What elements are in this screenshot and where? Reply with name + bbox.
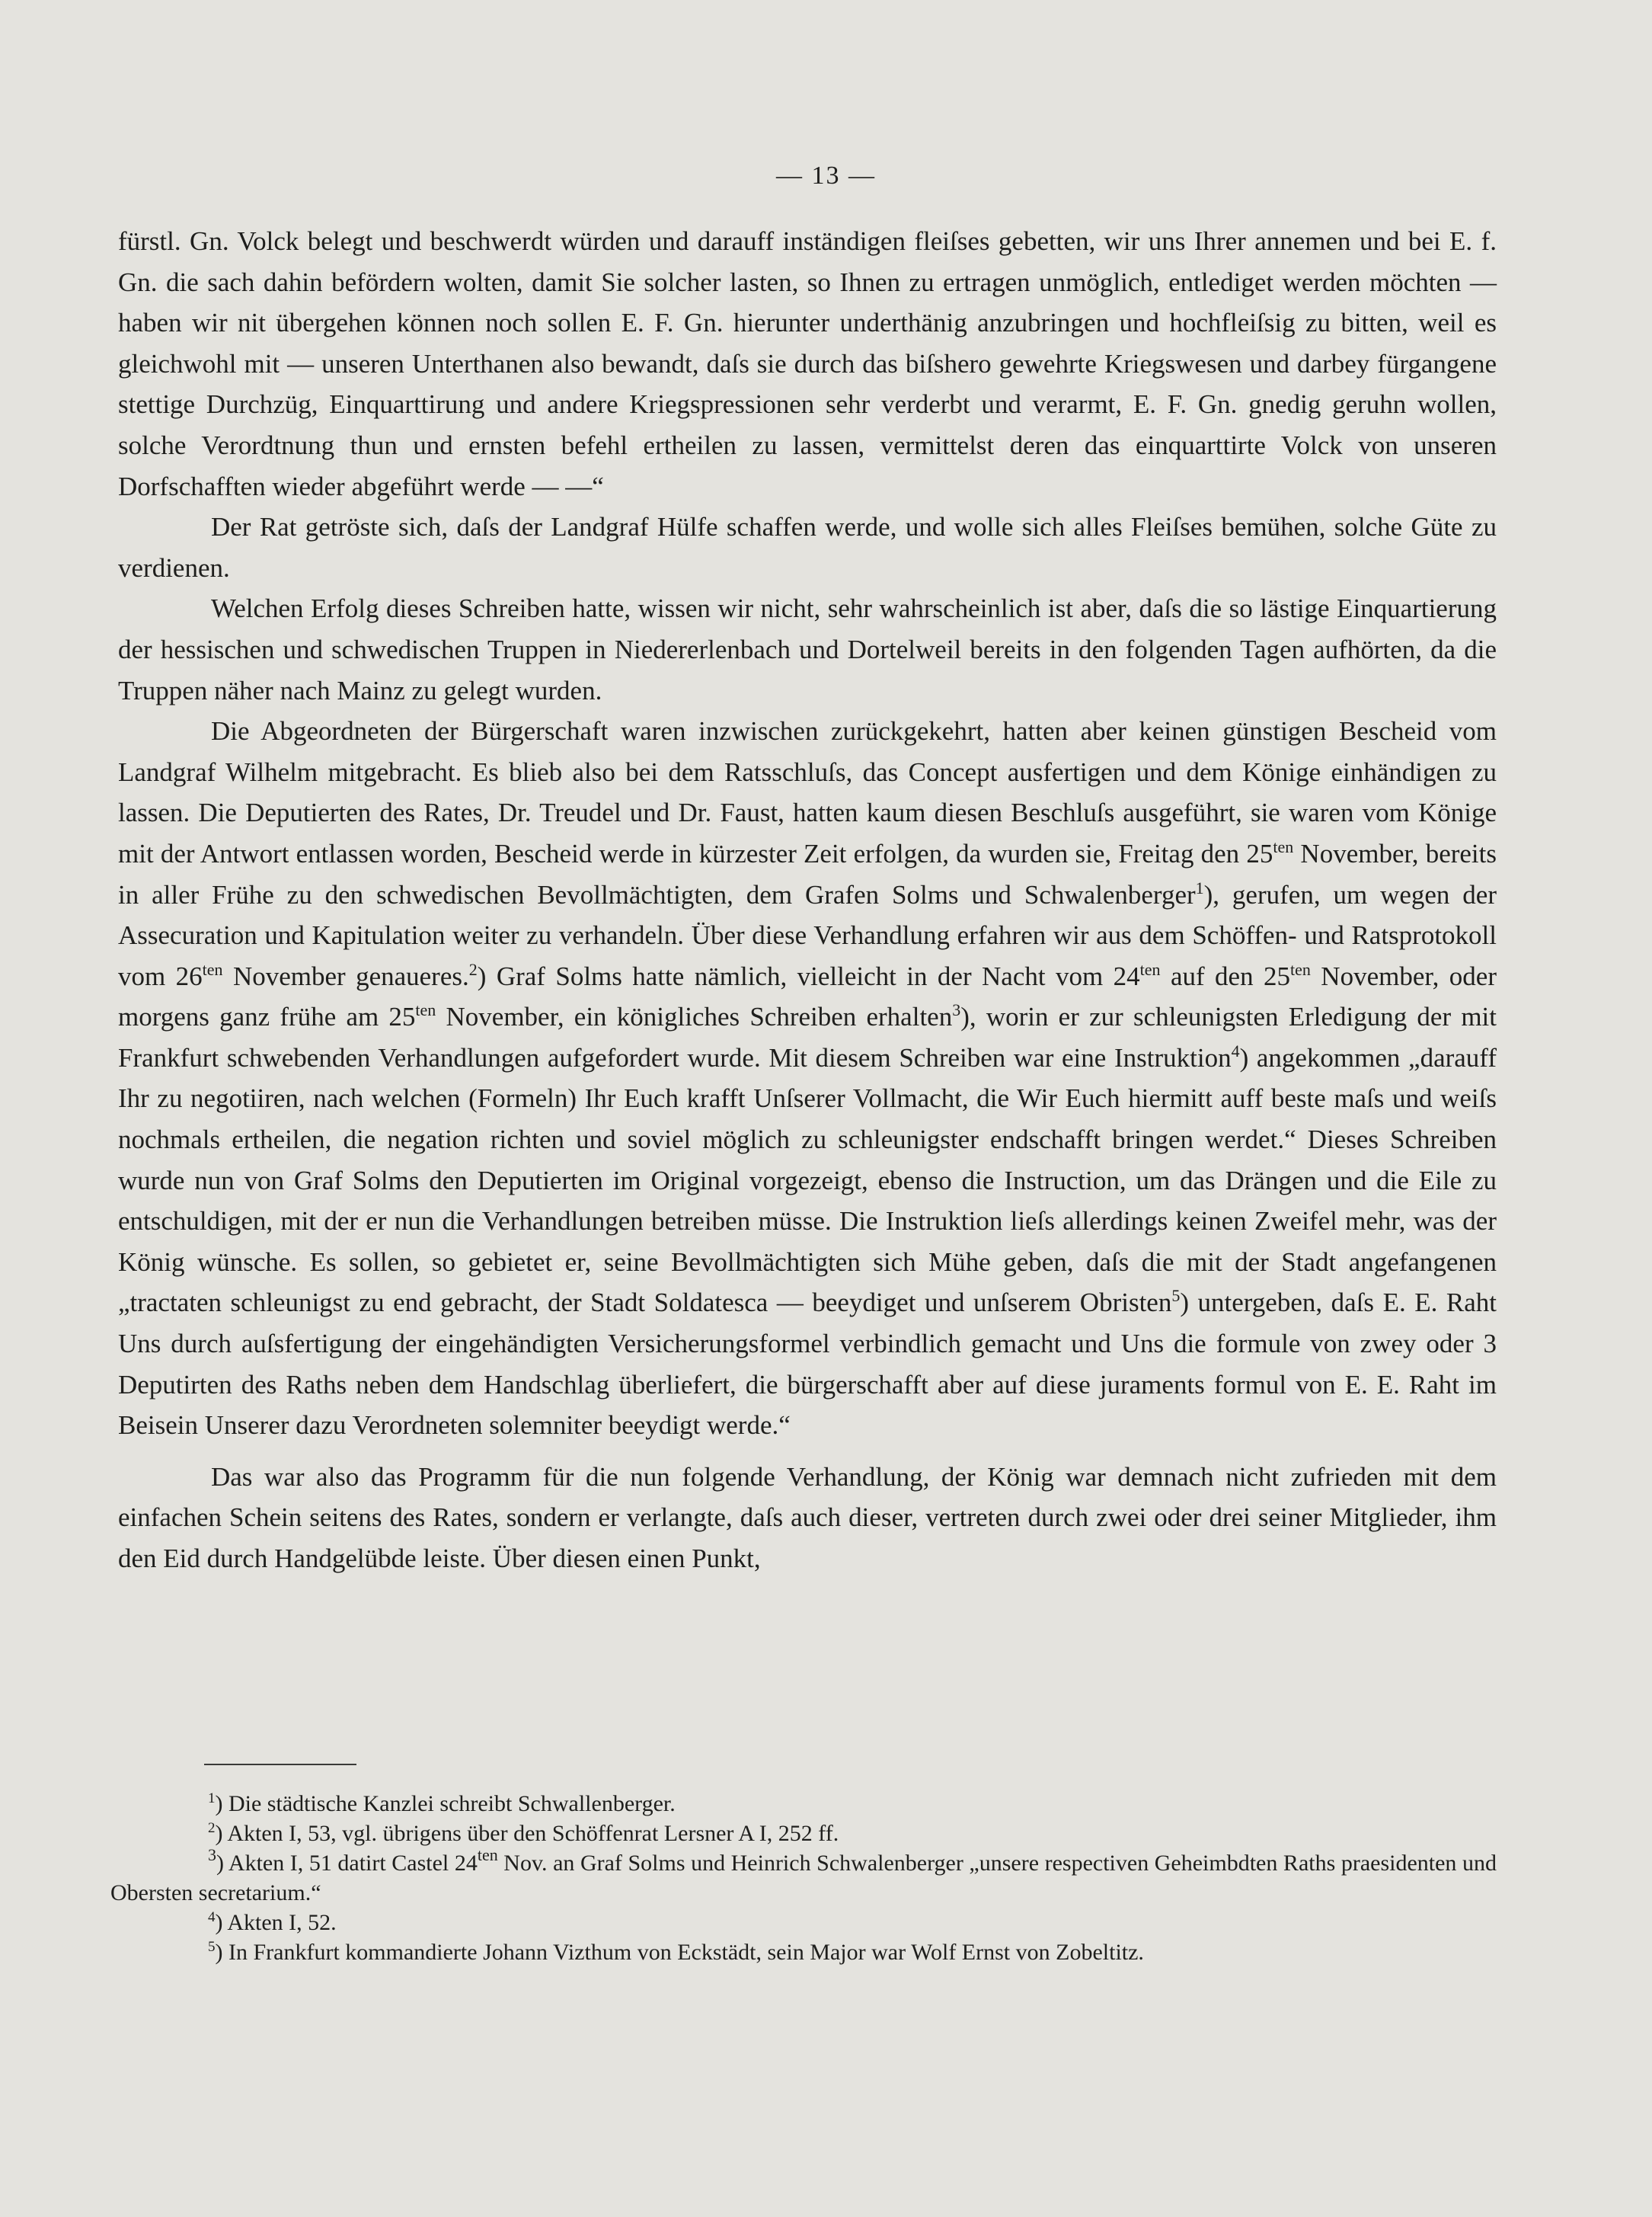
footnote-2	[110, 1819, 1497, 1848]
text-run: November, bereits in aller Frühe zu den schwedischen Bevollmächtigten, dem Grafen Solms und Schwalenberger	[118, 838, 1497, 910]
footnote-ref-3: 3	[952, 1000, 961, 1020]
footnote-mark: 1	[208, 1790, 216, 1806]
footnote-text: ) Akten I, 53, vgl. übrigens über den Schöffenrat Lersner A I, 252 ff.	[215, 1821, 839, 1846]
footnote-4	[110, 1908, 1497, 1937]
footnote-text: ) In Frankfurt kommandierte Johann Vizthum von Eckstädt, sein Major war Wolf Ernst von Zobeltitz.	[215, 1940, 1144, 1965]
superscript-ten: ten	[415, 1000, 436, 1020]
footnote-text: ) Akten I, 52.	[215, 1910, 337, 1935]
footnote-ref-5: 5	[1171, 1286, 1181, 1306]
footnote-1	[110, 1789, 1497, 1819]
footnote-text: Nov. an Graf Solms und Heinrich Schwalenberger „unsere respectiven Geheimbdten Raths praesidenten und Obersten secretarium.“	[110, 1851, 1497, 1905]
text-run: November, ein königliches Schreiben erhalten	[436, 1002, 953, 1032]
footnotes	[110, 1789, 1497, 1967]
paragraph-abgeordneten	[118, 711, 1497, 1446]
paragraph-rat: Der Rat getröste sich, daſs der Landgraf Hülfe schaffen werde, und wolle sich alles Fleiſses bemühen, solche Güte zu verdienen.	[118, 512, 1497, 583]
footnote-3	[110, 1845, 1497, 1908]
superscript-ten: ten	[1139, 959, 1161, 979]
superscript-ten: ten	[1290, 959, 1311, 979]
footnote-mark: 3	[208, 1845, 216, 1864]
text-run: ) untergeben, daſs E. E. Raht Uns durch auſsfertigung der eingehändigten Versicherungsformel verbindlich gemacht und Uns die formule von zwey oder 3 Deputirten des Raths neben dem Handschlag überliefert, die bürgerschafft aber auf diese juraments formul von E. E. Raht im Beisein Unserer dazu Verordneten solemniter beeydigt werde.“	[118, 1288, 1497, 1441]
text-run: auf den 25	[1160, 961, 1290, 991]
text-run: ) angekommen „darauff Ihr zu negotiiren, nach welchen (Formeln) Ihr Euch krafft Unſserer Vollmacht, die Wir Euch hiermitt auff beste maſs und weiſs nochmals ertheilen, die negation richten und soviel möglich zu schleunigster endschafft bringen werdet.“ Dieses Schreiben wurde nun von Graf Solms den Deputierten im Original vorgezeigt, ebenso die Instruction, um das Drängen und die Eile zu entschuldigen, mit der er nun die Verhandlungen betreiben müsse. Die Instruktion lieſs allerdings keinen Zweifel mehr, was der König wünsche. Es sollen, so gebietet er, seine Bevollmächtigten sich Mühe geben, daſs die mit der Stadt angefangenen „tractaten schleunigst zu end gebracht, der Stadt Soldatesca — beeydiget und unſserem Obristen	[118, 1042, 1497, 1318]
paragraph-letter-quote: fürstl. Gn. Volck belegt und beschwerdt würden und darauff inständigen fleiſses gebetten, wir uns Ihrer annemen und bei E. f. Gn. die sach dahin befördern wolten, damit Sie solcher lasten, so Ihnen zu ertragen unmöglich, entlediget werden möchten — haben wir nit übergehen können noch sollen E. F. Gn. hierunter underthänig anzubringen und hochfleiſsig zu bitten, weil es gleichwohl mit — unseren Unterthanen also bewandt, daſs sie durch das biſshero gewehrte Kriegswesen und darbey fürgangene stettige Durchzüg, Einquarttirung und andere Kriegspressionen sehr verderbt und verarmt, E. F. Gn. gnedig geruhn wollen, solche Verordtnung thun und ernsten befehl ertheilen zu lassen, vermittelst deren das einquarttirte Volck von unseren Dorfschafften wieder abgeführt werde — —“	[118, 226, 1497, 501]
text-run: ), gerufen, um wegen der Assecuration und Kapitulation weiter zu verhandeln. Über diese Verhandlung erfahren wir aus dem Schöffen- und Ratsprotokoll vom 26	[118, 879, 1497, 991]
text-run: November, oder morgens ganz frühe am 25	[118, 961, 1497, 1032]
footnote-mark: 5	[208, 1939, 216, 1955]
text-run: Die Abgeordneten der Bürgerschaft waren inzwischen zurückgekehrt, hatten aber keinen günstigen Bescheid vom Landgraf Wilhelm mitgebracht. Es blieb also bei dem Ratsschluſs, das Concept ausfertigen und dem Könige einhändigen zu lassen. Die Deputierten des Rates, Dr. Treudel und Dr. Faust, hatten kaum diesen Beschluſs ausgeführt, sie waren vom Könige mit der Antwort entlassen worden, Bescheid werde in kürzester Zeit erfolgen, da wurden sie, Freitag den 25	[118, 716, 1497, 869]
footnote-divider	[204, 1764, 356, 1765]
text-run: November genaueres.	[222, 961, 469, 991]
footnote-5	[110, 1937, 1497, 1967]
superscript-ten: ten	[1273, 837, 1294, 856]
superscript-ten: ten	[202, 959, 223, 979]
main-text	[118, 221, 1497, 1579]
paragraph-programm: Das war also das Programm für die nun folgende Verhandlung, der König war demnach nicht zufrieden mit dem einfachen Schein seitens des Rates, sondern er verlangte, daſs auch dieser, vertreten durch zwei oder drei seiner Mitglieder, ihm den Eid durch Handgelübde leiste. Über diesen einen Punkt,	[118, 1461, 1497, 1573]
superscript-ten: ten	[477, 1845, 498, 1864]
footnote-mark: 2	[208, 1820, 216, 1836]
footnote-mark: 4	[208, 1909, 216, 1925]
text-run: ) Graf Solms hatte nämlich, vielleicht in der Nacht vom 24	[477, 961, 1140, 991]
footnote-ref-2: 2	[468, 959, 478, 979]
footnote-text: ) Die städtische Kanzlei schreibt Schwallenberger.	[215, 1791, 676, 1816]
footnote-ref-4: 4	[1231, 1041, 1240, 1061]
text-run: ), worin er zur schleunigsten Erledigung der mit Frankfurt schwebenden Verhandlungen aufgefordert wurde. Mit diesem Schreiben war eine Instruktion	[118, 1002, 1497, 1073]
footnote-text: ) Akten I, 51 datirt Castel 24	[216, 1851, 478, 1876]
footnote-indent	[110, 1851, 208, 1876]
footnote-ref-1: 1	[1195, 878, 1204, 897]
paragraph-erfolg: Welchen Erfolg dieses Schreiben hatte, wissen wir nicht, sehr wahrscheinlich ist aber, daſs die so lästige Einquartierung der hessischen und schwedischen Truppen in Niedererlenbach und Dortelweil bereits in den folgenden Tagen aufhörten, da die Truppen näher nach Mainz zu gelegt wurden.	[118, 593, 1497, 705]
page-number: — 13 —	[776, 162, 876, 190]
